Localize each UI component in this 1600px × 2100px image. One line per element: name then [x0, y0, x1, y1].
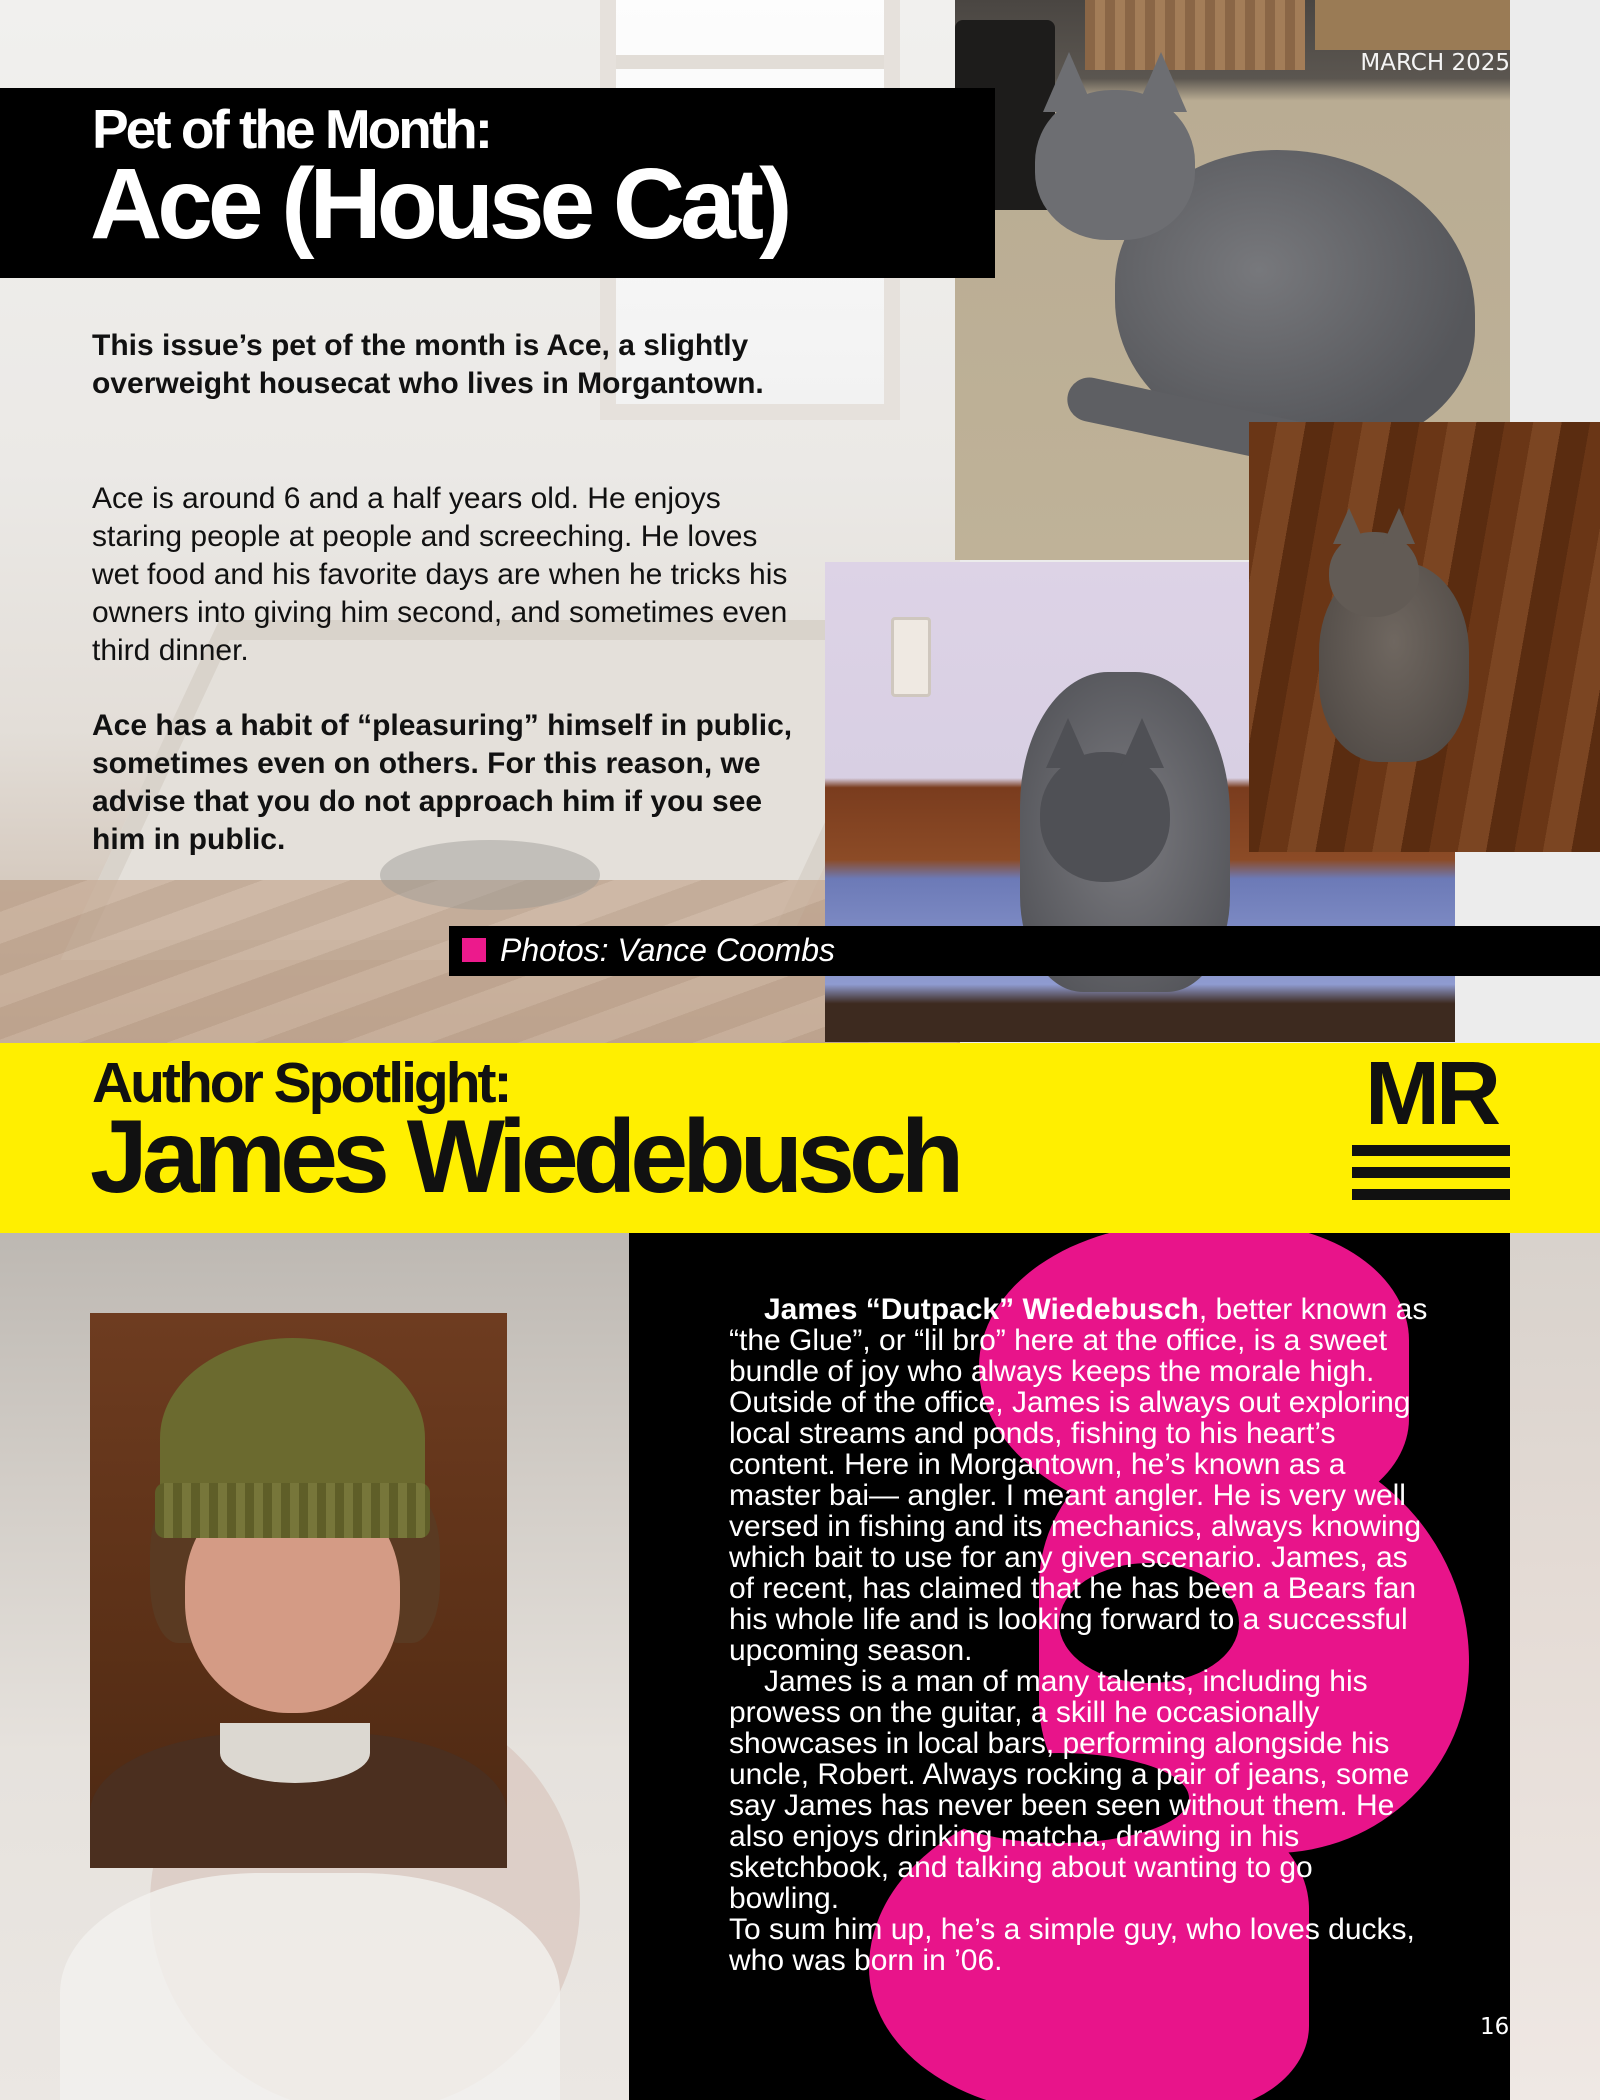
outlet-shape	[891, 617, 931, 697]
pet-warning-paragraph: Ace has a habit of “pleasuring” himself in public, sometimes even on others. For this reason, we advise that you do not approach him if you see him in public.	[92, 709, 793, 856]
author-bio-text	[729, 1294, 1429, 1976]
author-kicker: Author Spotlight:	[92, 1051, 510, 1115]
pet-kicker: Pet of the Month:	[92, 98, 491, 160]
bio-paragraph: James is a man of many talents, including his prowess on the guitar, a skill he occasionally showcases in local bars, performing alongside his uncle, Robert. Always rocking a pair of jeans, some say James has never been seen without them. He also enjoys drinking matcha, drawing in his sketchbook, and talking about wanting to go bowling.	[729, 1665, 1410, 1915]
cat-head-shape	[1035, 90, 1195, 240]
cat-head-shape	[1329, 532, 1419, 617]
cat-head-shape	[1040, 752, 1170, 882]
collar-shape	[220, 1723, 370, 1783]
shirt-shape	[60, 1873, 560, 2100]
author-background-photo-edge	[1510, 1233, 1600, 2100]
photo-credit: Photos: Vance Coombs	[500, 932, 835, 968]
bio-paragraph	[729, 1294, 1429, 1666]
issue-date: MARCH 2025	[1360, 50, 1510, 76]
bio-paragraph-1-text: , better known as “the Glue”, or “lil bro” here at the office, is a sweet bundle of joy who always keeps the morale high. Outside of the office, James is always out exploring local streams and ponds, fishing to his heart’s content. Here in Morgantown, he’s known as a master bai— angler. I meant angler. He is very well versed in fishing and its mechanics, always knowing which bait to use for any given scenario. James, as of recent, has claimed that he has been a Bears fan his whole life and is looking forward to a successful upcoming season.	[729, 1293, 1428, 1667]
bio-paragraph: To sum him up, he’s a simple guy, who loves ducks, who was born in ’06.	[729, 1913, 1415, 1977]
bio-lead-name: James “Dutpack” Wiedebusch	[764, 1293, 1199, 1326]
logo-text: MR	[1365, 1044, 1497, 1144]
author-name-title: James Wiedebusch	[90, 1099, 959, 1215]
logo-rule	[1352, 1189, 1510, 1200]
bag-shape	[1315, 0, 1510, 50]
basket-shape	[1085, 0, 1305, 70]
pet-title: Ace (House Cat)	[90, 148, 788, 260]
credit-square-icon	[462, 938, 486, 962]
logo-rule	[1352, 1167, 1510, 1178]
pet-intro-paragraph: This issue’s pet of the month is Ace, a slightly overweight housecat who lives in Morgantown.	[92, 329, 764, 400]
author-portrait-photo	[90, 1313, 507, 1868]
logo-rule	[1352, 1145, 1510, 1156]
beanie-shape	[160, 1338, 425, 1538]
page-number: 16	[1480, 2014, 1510, 2040]
pet-body-paragraph: Ace is around 6 and a half years old. He enjoys staring people at people and screeching. He loves wet food and his favorite days are when he tricks his owners into giving him second, and sometimes even third dinner.	[92, 482, 788, 667]
mr-logo	[1352, 1044, 1510, 1203]
cat-photo-2	[1249, 422, 1600, 852]
